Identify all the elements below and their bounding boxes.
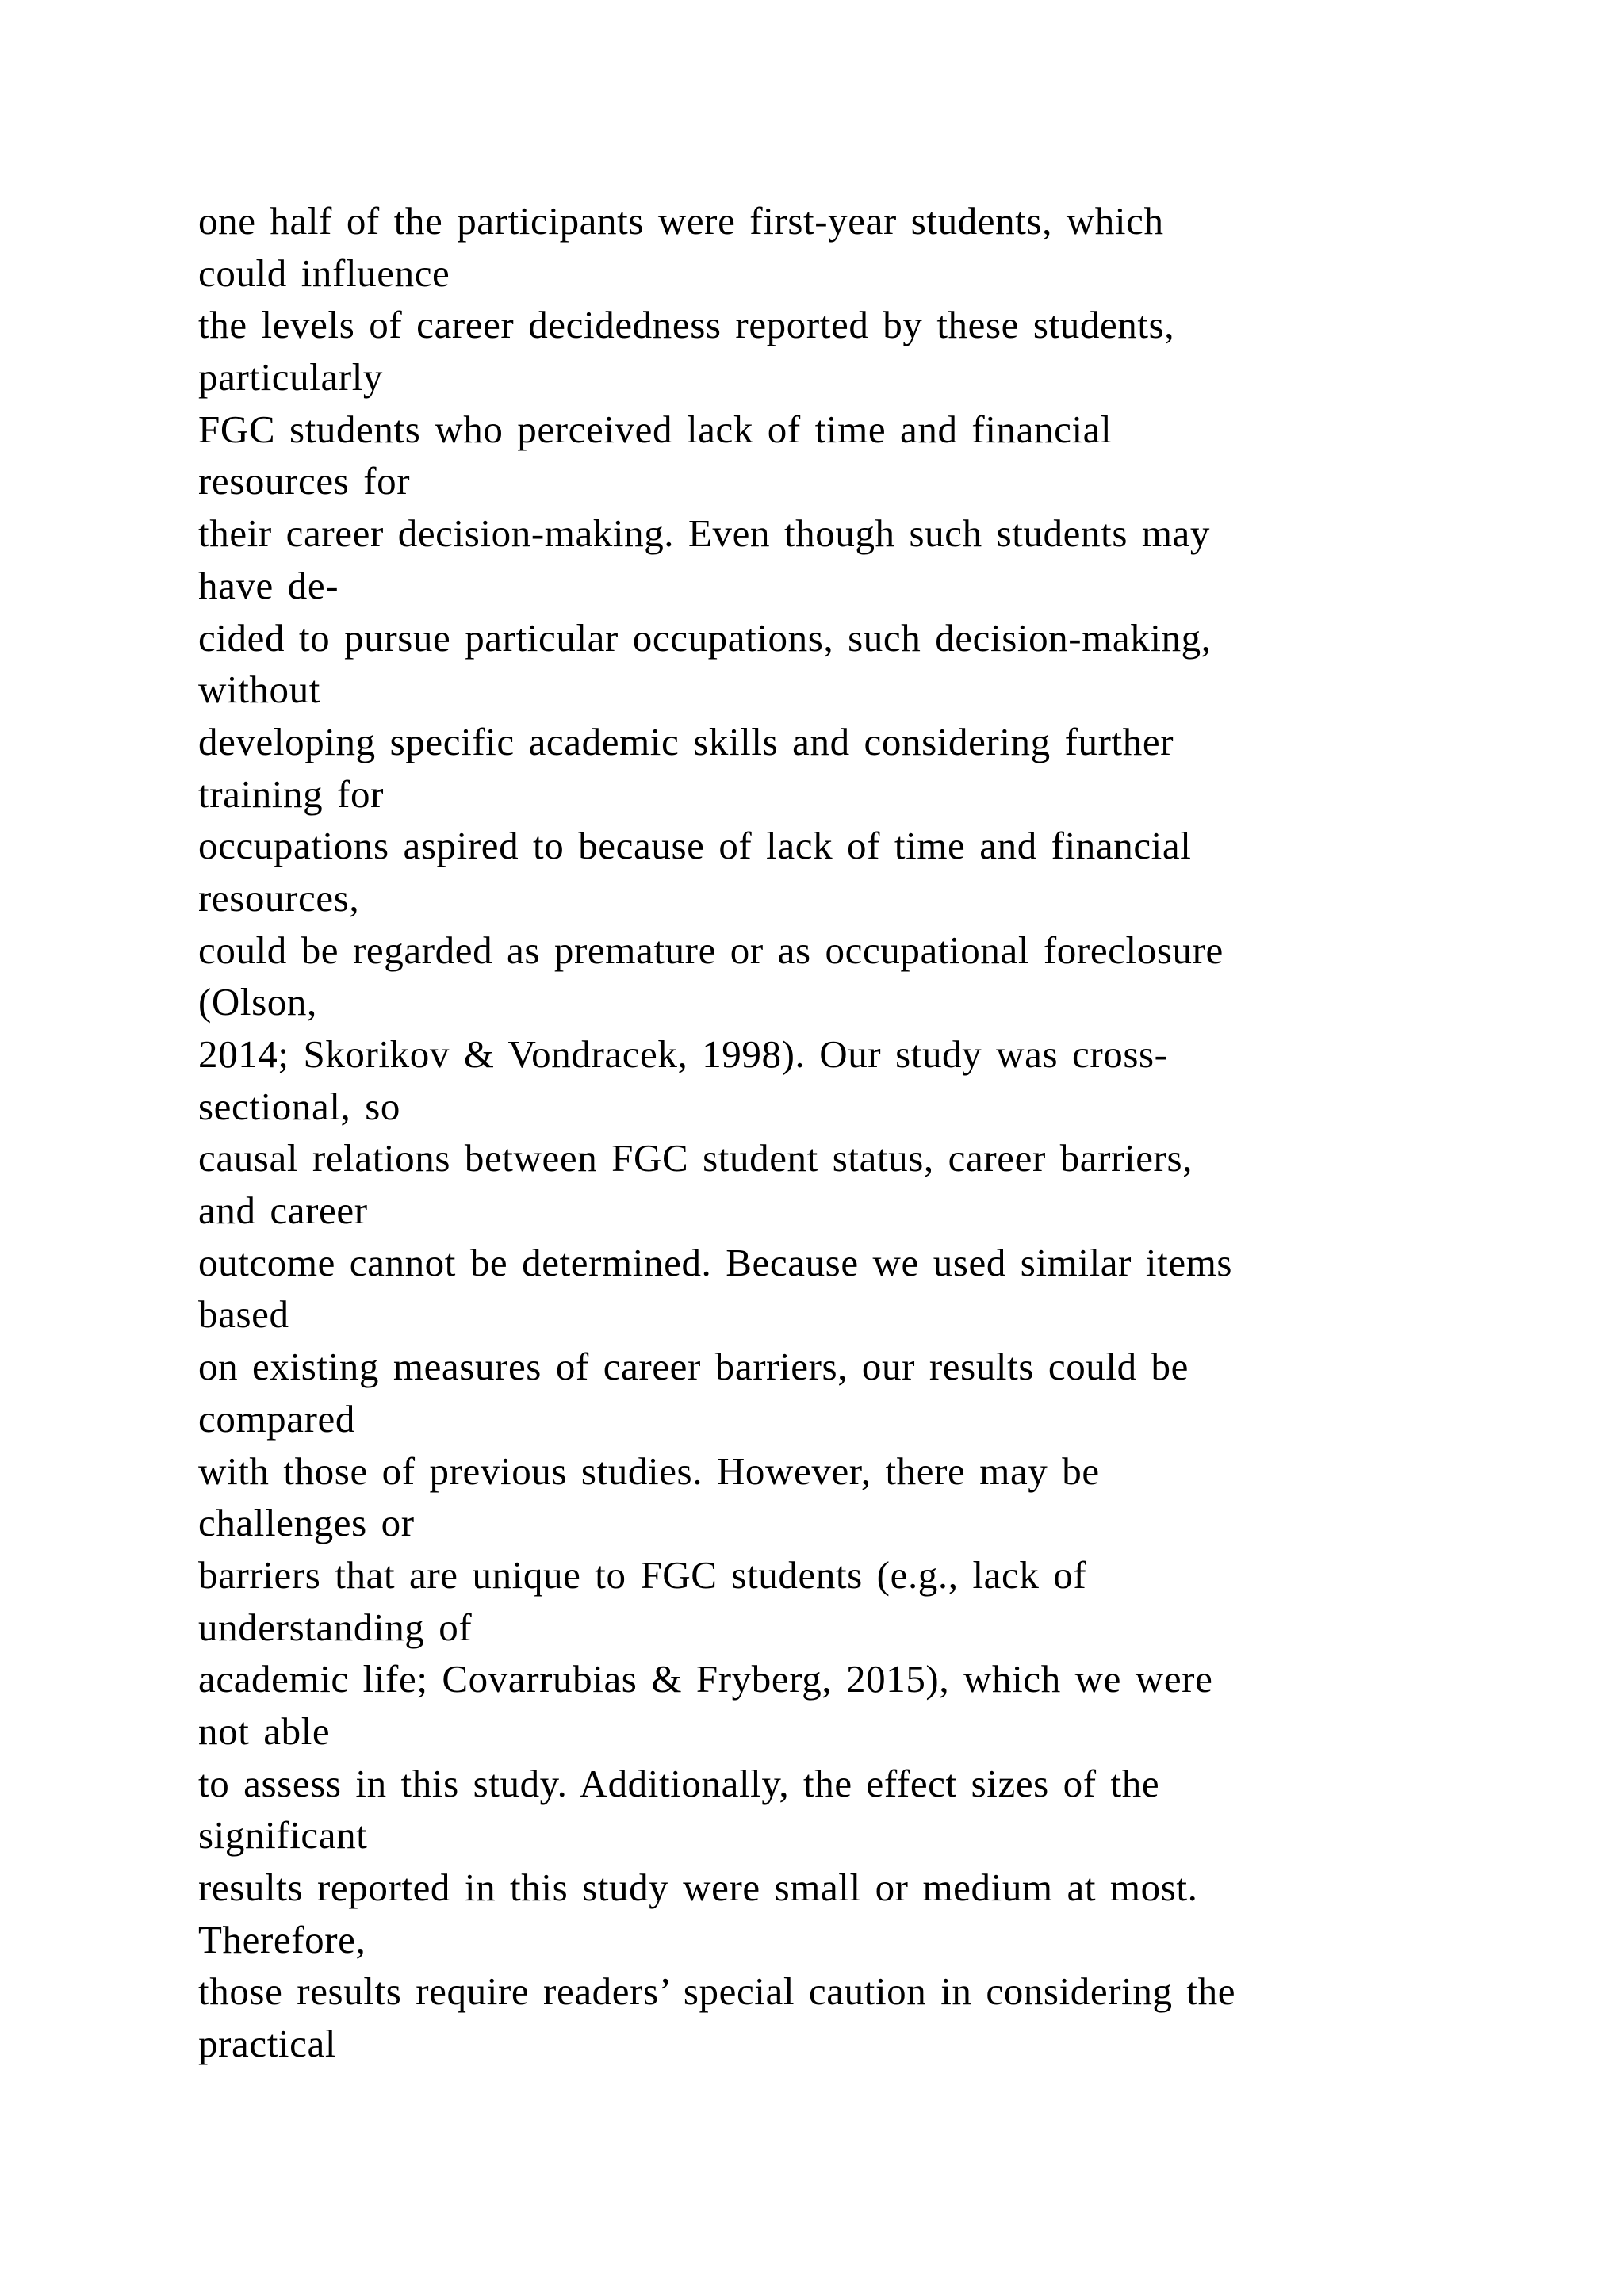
text-line: their career decision-making. Even though such students may [198,511,1210,556]
text-line: developing specific academic skills and considering further [198,719,1174,763]
text-line: practical [198,2022,337,2066]
text-line: on existing measures of career barriers, our results could be [198,1345,1189,1389]
text-line: barriers that are unique to FGC students (e.g., lack of [198,1552,1087,1597]
text-line: resources, [198,875,360,920]
text-line: 2014; Skorikov & Vondracek, 1998). Our study was cross- [198,1032,1168,1076]
text-line: outcome cannot be determined. Because we used similar items [198,1240,1233,1284]
text-line: cided to pursue particular occupations, such decision-making, [198,615,1212,660]
text-line: without [198,668,320,712]
text-line: particularly [198,355,384,400]
text-line: academic life; Covarrubias & Fryberg, 2015), which we were [198,1657,1213,1701]
body-text [198,195,1499,2070]
text-line: understanding of [198,1605,473,1649]
text-line: Therefore, [198,1917,366,1961]
text-line: have de- [198,563,339,607]
text-line: sectional, so [198,1084,401,1128]
text-line: and career [198,1188,368,1233]
text-line: resources for [198,459,411,503]
text-line: to assess in this study. Additionally, the effect sizes of the [198,1761,1160,1805]
text-line: results reported in this study were small or medium at most. [198,1866,1198,1909]
text-line: (Olson, [198,980,317,1024]
text-line: significant [198,1813,368,1858]
text-line: not able [198,1709,331,1753]
text-line: occupations aspired to because of lack of time and financial [198,824,1192,868]
text-line: could be regarded as premature or as occupational foreclosure [198,928,1224,972]
text-line: causal relations between FGC student status, career barriers, [198,1136,1193,1181]
text-line: those results require readers’ special caution in considering the [198,1969,1236,2014]
text-line: could influence [198,251,450,295]
text-line: challenges or [198,1501,415,1545]
text-line: based [198,1292,289,1337]
text-line: compared [198,1396,355,1441]
text-line: training for [198,771,384,816]
text-line: the levels of career decidedness reported by these students, [198,303,1175,347]
text-line: FGC students who perceived lack of time and financial [198,407,1113,451]
text-line: one half of the participants were first-year students, which [198,199,1164,243]
text-line: with those of previous studies. However, there may be [198,1448,1100,1493]
